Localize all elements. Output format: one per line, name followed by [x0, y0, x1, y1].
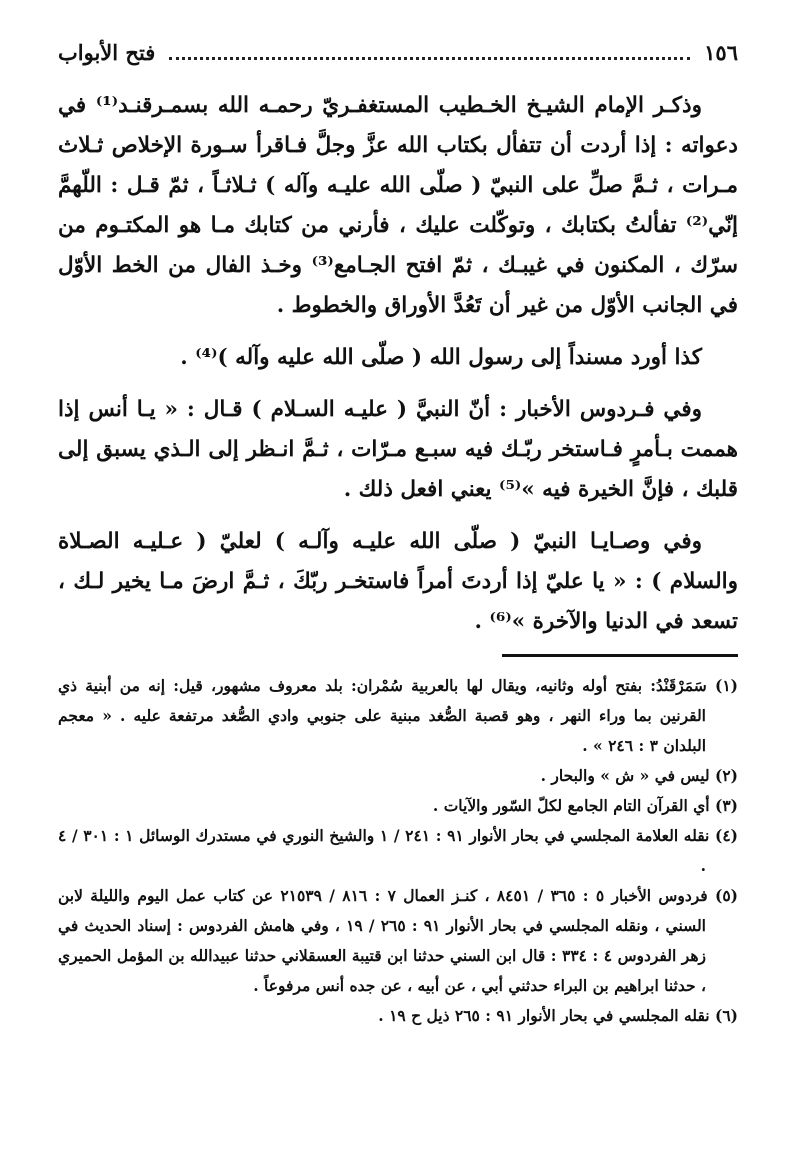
footnote-separator [502, 654, 738, 657]
body-paragraph-3: وفي فـردوس الأخبار : أنّ النبيَّ ( عليـه السـلام ) قـال : « يـا أنس إذا هممت بـأمرٍ فـاستخر ربّـك فيه سبـع مـرّات ، ثـمَّ انـظر إلى الـذي يسبق إلى قلبك ، فإنَّ الخيرة فيه »⁽⁵⁾ يعني افعل ذلك . [58, 397, 738, 502]
footnote-4: (٤) نقله العلامة المجلسي في بحار الأنوار ٩١ : ٢٤١ / ١ والشيخ النوري في مستدرك الوسائل ١ : ٣٠١ / ٤ . [58, 826, 738, 875]
footnote-2: (٢) ليس في « ش » والبحار . [540, 766, 738, 785]
page-header [58, 40, 738, 80]
header-leader-dots [169, 57, 690, 60]
body-paragraph-4: وفي وصـايـا النبيّ ( صلّى الله عليـه وآلـه ) لعليّ ( عـليـه الصـلاة والسلام ) : « يا عليّ إذا أردتَ أمراً فاستخـر ربّكَ ، ثـمَّ ارضَ مـا يخير لـك ، تسعد في الدنيا والآخرة »⁽⁶⁾ . [58, 529, 738, 634]
footnote-5: (٥) فردوس الأخبار ٥ : ٣٦٥ / ٨٤٥١ ، كنـز العمال ٧ : ٨١٦ / ٢١٥٣٩ عن كتاب عمل اليوم والليلة لابن السني ، ونقله المجلسي في بحار الأنوار ٩١ : ٢٦٥ / ١٩ ، وفي هامش الفردوس : إسناد الحديث في زهر الفردوس ٤ : ٣٣٤ : قال ابن السني حدثنا ابن قتيبة العسقلاني حدثنا عبيدالله بن المؤمل الحميري ، حدثنا ابراهيم بن البراء حدثني أبي ، عن أبيه ، عن جده أنس مرفوعاً . [58, 886, 739, 995]
body-paragraph-2: كذا أورد مسنداً إلى رسول الله ( صلّى الله عليه وآله )⁽⁴⁾ . [180, 345, 702, 370]
body-paragraph-1: وذكـر الإمام الشيـخ الخـطيب المستغفـريّ رحمـه الله بسمـرقنـد⁽¹⁾ في دعواته : إذا أردت أن تتفأل بكتاب الله عزَّ وجلَّ فـاقرأ سـورة الإخلاص ثـلاث مـرات ، ثـمَّ صلِّ على النبيّ ( صلّى الله عليـه وآله ) ثـلاثـاً ، ثمّ قـل : اللّهمَّ إنّي⁽²⁾ تفألتُ بكتابك ، وتوكّلت عليك ، فأرني من كتابك مـا هو المكتـوم من سرّك ، المكنون في غيبـك ، ثمّ افتح الجـامع⁽³⁾ وخـذ الفال من الخط الأوّل في الجانب الأوّل من غير أن تَعُدَّ الأوراق والخطوط . [58, 93, 738, 318]
book-page [58, 40, 738, 1031]
running-title: فتح الأبواب [58, 40, 156, 65]
footnote-3: (٣) أي القرآن التام الجامع لكلّ السّور والآيات . [432, 796, 738, 815]
footnote-6: (٦) نقله المجلسي في بحار الأنوار ٩١ : ٢٦٥ ذيل ح ١٩ . [378, 1006, 738, 1025]
footnote-1: (١) سَمَرْقَنْدُ: بفتح أوله وثانيه، ويقال لها بالعربية سُمْران: بلد معروف مشهور، قيل: إنه من أبنية ذي القرنين بما وراء النهر ، وهو قصبة الصُّغد مبنية على جنوبي وادي الصُّغد مرتفعة عليه . « معجم البلدان ٣ : ٢٤٦ » . [58, 676, 738, 755]
page-number: ١٥٦ [704, 40, 738, 65]
